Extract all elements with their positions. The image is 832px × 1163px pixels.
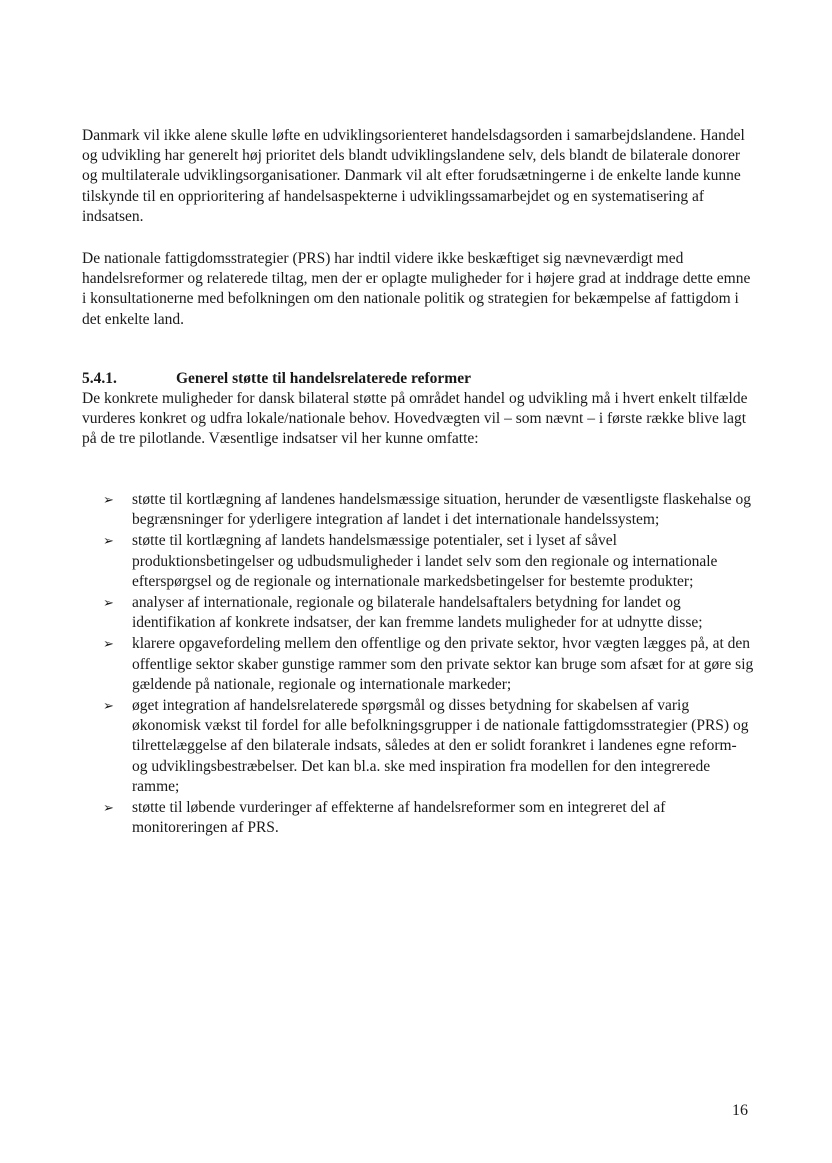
list-item: ➢ støtte til løbende vurderinger af effekterne af handelsreformer som en integreret del af monitoreringen af PRS. [103,799,666,837]
arrow-bullet-icon: ➢ [103,533,114,549]
list-item: ➢ støtte til kortlægning af landenes handelsmæssige situation, herunder de væsentligste flaskehalse og begrænsninger for yderligere integration af landet i det internationale handelssystem; [103,491,752,529]
page-number: 16 [732,1102,748,1119]
section-intro: De konkrete muligheder for dansk bilateral støtte på området handel og udvikling må i hvert enkelt tilfælde vurderes konkret og udfra lokale/nationale behov. Hovedvægten vil – som nævnt – i første række blive lagt på de tre pilotlande. Væsentlige indsatser vil her kunne omfatte: [82,390,748,448]
arrow-bullet-icon: ➢ [103,595,114,611]
paragraph-2: De nationale fattigdomsstrategier (PRS) har indtil videre ikke beskæftiget sig nævneværdigt med handelsreformer og relaterede tiltag, men der er oplagte muligheder for i højere grad at inddrage dette emne i konsultationerne med befolkningen om den nationale politik og strategien for bekæmpelse af fattigdom i det enkelte land. [82,250,751,328]
bullet-list [82,490,754,839]
arrow-bullet-icon: ➢ [103,698,114,714]
list-item: ➢ øget integration af handelsrelaterede spørgsmål og disses betydning for skabelsen af varig økonomisk vækst til fordel for alle befolkningsgrupper i de nationale fattigdomsstrategier (PRS) og tilrettelæggelse af den bilaterale indsats, således at den er solidt forankret i landenes egne reform- og udviklingsbestræbelser. Det kan bl.a. ske med inspiration fra modellen for den integrerede ramme; [103,697,749,795]
list-item: ➢ klarere opgavefordeling mellem den offentlige og den private sektor, hvor vægten lægges på, at den offentlige sektor skaber gunstige rammer som den private sektor kan bruge som afsæt for at gøre sig gældende på nationale, regionale og internationale markeder; [103,635,754,693]
arrow-bullet-icon: ➢ [103,636,114,652]
paragraph-1: Danmark vil ikke alene skulle løfte en udviklingsorienteret handelsdagsorden i samarbejdslandene. Handel og udvikling har generelt høj prioritet dels blandt udviklingslandene selv, dels blandt de bilaterale donorer og multilaterale udviklingsorganisationer. Danmark vil alt efter forudsætningerne i de enkelte lande kunne tilskynde til en opprioritering af handelsaspekterne i udviklingssamarbejdet og en systematisering af indsatsen. [82,127,745,225]
list-item: ➢ analyser af internationale, regionale og bilaterale handelsaftalers betydning for landet og identifikation af konkrete indsatser, der kan fremme landets muligheder for at udnytte disse; [103,594,703,632]
section-number: 5.4.1. [82,370,117,387]
list-item: ➢ støtte til kortlægning af landets handelsmæssige potentialer, set i lyset af såvel produktionsbetingelser og udbudsmuligheder i landet selv som den regionale og internationale efterspørgsel og de regionale og internationale markedsbetingelser for bestemte produkter; [103,532,718,590]
arrow-bullet-icon: ➢ [103,800,114,816]
arrow-bullet-icon: ➢ [103,492,114,507]
section-heading [82,369,754,389]
section-title: Generel støtte til handelsrelaterede reformer [176,370,471,387]
